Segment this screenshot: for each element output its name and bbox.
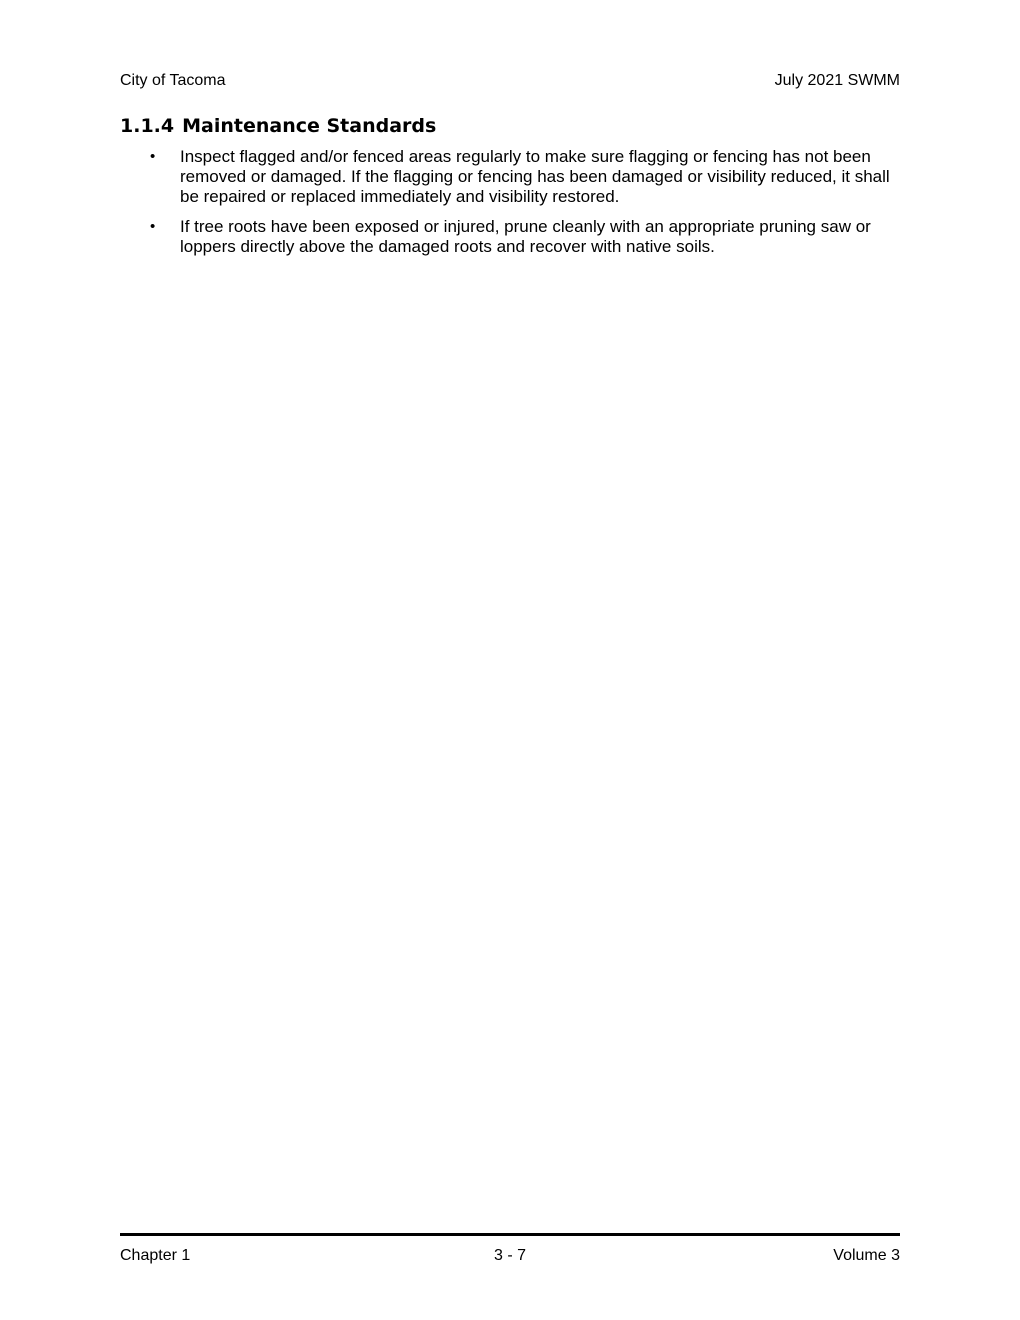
list-item-text: Inspect flagged and/or fenced areas regularly to make sure flagging or fencing has not been removed or damaged. If the flagging or fencing has been damaged or visibility reduced, it shall be repaired or replaced immediately and visibility restored.	[180, 147, 890, 206]
maintenance-standards-section	[120, 113, 900, 267]
footer-chapter: Chapter 1	[120, 1247, 191, 1264]
header-organization: City of Tacoma	[120, 72, 226, 89]
list-item	[120, 217, 900, 257]
footer-volume: Volume 3	[833, 1247, 900, 1264]
page-header	[120, 71, 900, 91]
header-document-date: July 2021 SWMM	[774, 72, 900, 89]
bullet-list	[120, 147, 900, 257]
page-number: 3 - 7	[493, 1247, 527, 1264]
section-number: 1.1.4	[120, 115, 175, 137]
bullet-icon: •	[150, 218, 156, 235]
bullet-icon: •	[150, 148, 156, 165]
section-heading	[120, 113, 900, 139]
page-footer	[120, 1233, 900, 1273]
section-title: Maintenance Standards	[182, 115, 437, 137]
list-item-text: If tree roots have been exposed or injured, prune cleanly with an appropriate pruning saw or loppers directly above the damaged roots and recover with native soils.	[180, 217, 871, 256]
list-item	[120, 147, 900, 207]
footer-divider	[120, 1233, 900, 1236]
